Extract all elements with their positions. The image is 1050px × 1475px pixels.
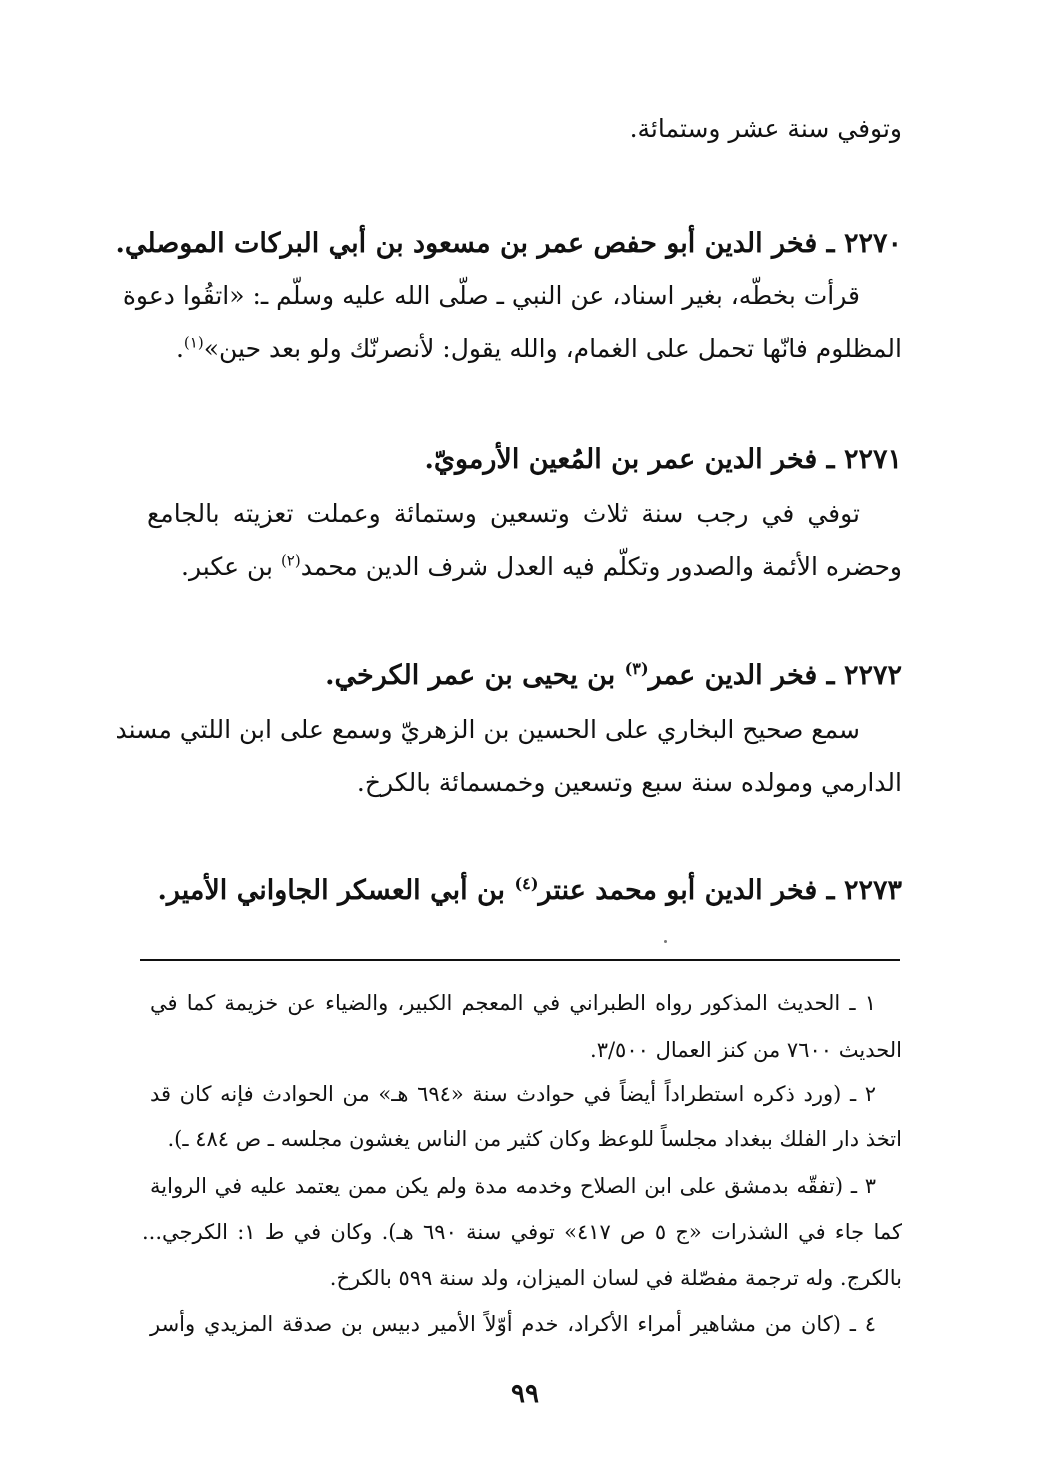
entry-2272-body-line-1: سمع صحيح البخاري على الحسين بن الزهريّ وسمع على ابن اللتي مسند	[115, 715, 860, 744]
entry-2271-body-line-2	[181, 551, 902, 581]
entry-2271-body-line-2-tail: بن عكبر.	[181, 552, 281, 581]
entry-2272-heading-post: بن يحيى بن عمر الكرخي.	[325, 660, 625, 691]
entry-2272-body-line-2: الدارمي ومولده سنة سبع وتسعين وخمسمائة بالكرخ.	[356, 768, 902, 797]
entry-2270-body-line-1: قرأت بخطّه، بغير اسناد، عن النبي ـ صلّى الله عليه وسلّم ـ: «اتقُوا دعوة	[122, 281, 860, 310]
entry-2271-heading: ٢٢٧١ ـ فخر الدين عمر بن المُعين الأرمويّ.	[424, 444, 902, 475]
footnote-ref-3: (٣)	[624, 659, 649, 678]
footnote-ref-2: (٢)	[280, 551, 301, 570]
footnote-4-line-1: ٤ ـ (كان من مشاهير أمراء الأكراد، خدم أوّلاً الأمير دبيس بن صدقة المزيدي وأسر	[150, 1312, 876, 1336]
entry-2272-heading-pre: ٢٢٧٢ ـ فخر الدين عمر	[648, 660, 902, 691]
intro-line: وتوفي سنة عشر وستمائة.	[629, 114, 902, 143]
footnote-3-line-3: بالكرج. وله ترجمة مفصّلة في لسان الميزان، ولد سنة ٥٩٩ بالكرخ.	[329, 1266, 902, 1290]
page-number: ٩٩	[511, 1379, 539, 1409]
entry-2270-body-line-2	[175, 333, 902, 363]
entry-2273-heading-post: بن أبي العسكر الجاواني الأمير.	[157, 875, 515, 906]
entry-2273-heading-pre: ٢٢٧٣ ـ فخر الدين أبو محمد عنتر	[538, 875, 902, 906]
entry-2273-heading	[157, 874, 902, 906]
footnote-1-line-2: الحديث ٧٦٠٠ من كنز العمال ٣/٥٠٠.	[590, 1038, 902, 1062]
footnote-3-line-1: ٣ ـ (تفقّه بدمشق على ابن الصلاح وخدمه مدة ولم يكن ممن يعتمد عليه في الرواية	[150, 1174, 876, 1198]
entry-2270-body-line-2-end: .	[175, 334, 184, 363]
footnote-ref-4: (٤)	[514, 874, 539, 893]
entry-2270-body-line-2-text: المظلوم فانّها تحمل على الغمام، والله يقول: لأنصرنّك ولو بعد حين»	[203, 334, 902, 363]
footnote-divider	[140, 959, 900, 961]
footnote-2-line-2: اتخذ دار الفلك ببغداد مجلساً للوعظ وكان كثير من الناس يغشون مجلسه ـ ص ٤٨٤ ـ).	[167, 1127, 902, 1151]
entry-2272-heading	[325, 659, 902, 691]
footnote-ref-1: (١)	[183, 333, 204, 352]
entry-2270-heading: ٢٢٧٠ ـ فخر الدين أبو حفص عمر بن مسعود بن أبي البركات الموصلي.	[115, 228, 902, 259]
entry-2271-body-line-1: توفي في رجب سنة ثلاث وتسعين وستمائة وعملت تعزيته بالجامع	[147, 499, 860, 528]
entry-2271-body-line-2-text: وحضره الأئمة والصدور وتكلّم فيه العدل شرف الدين محمد	[300, 552, 902, 581]
footnote-2-line-1: ٢ ـ (ورد ذكره استطراداً أيضاً في حوادث سنة «٦٩٤ هـ» من الحوادث فإنه كان قد	[150, 1082, 876, 1106]
paper-speck	[664, 940, 667, 943]
footnote-1-line-1: ١ ـ الحديث المذكور رواه الطبراني في المعجم الكبير، والضياء عن خزيمة كما في	[150, 991, 876, 1015]
footnote-3-line-2: كما جاء في الشذرات «ج ٥ ص ٤١٧» توفي سنة ٦٩٠ هـ). وكان في ط ١: الكرجي...	[142, 1220, 902, 1244]
